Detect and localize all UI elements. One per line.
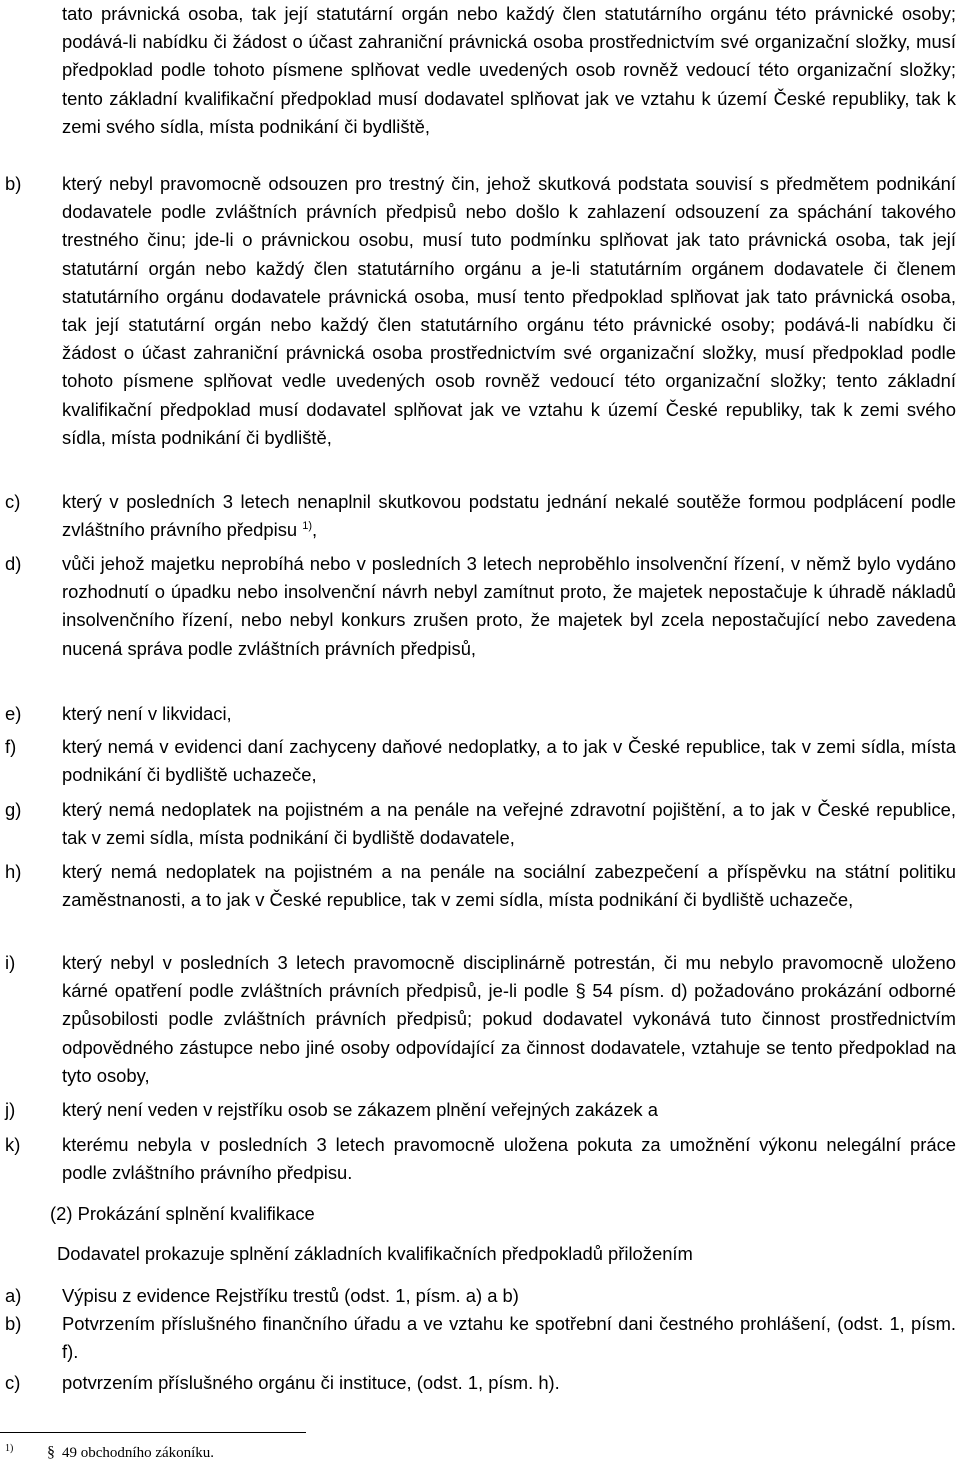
list-item-k [0, 1131, 956, 1187]
footnote-reference: 1) [302, 520, 313, 533]
list-label: b) [5, 1313, 22, 1334]
footnote-separator [0, 1432, 306, 1433]
list-label: e) [5, 703, 22, 724]
list-text: Potvrzením příslušného finančního úřadu a ve vztahu ke spotřební dani čestného prohlášení, (odst. 1, písm. f). [62, 1313, 956, 1363]
list-text-main: který v posledních 3 letech nenaplnil skutkovou podstatu jednání nekalé soutěže formou podplácení podle zvláštního právního předpisu [62, 491, 956, 541]
list-item-e [0, 700, 956, 728]
list-item-c [0, 488, 956, 544]
list-label: f) [5, 736, 17, 757]
footnote-mark: 1) [5, 1443, 14, 1454]
section-intro: Dodavatel prokazuje splnění základních kvalifikačních předpokladů přiložením [57, 1243, 693, 1264]
list-text [62, 488, 956, 544]
list-label: c) [5, 491, 21, 512]
list-label: k) [5, 1134, 21, 1155]
list-text: který nebyl pravomocně odsouzen pro trestný čin, jehož skutková podstata souvisí s předmětem podnikání dodavatele podle zvláštních právních předpisů nebo došlo k zahlazení odsouzení za spáchání takového trestného činu; jde-li o právnickou osobu, musí tuto podmínku splňovat jak tato právnická osoba, tak její statutární orgán nebo každý člen statutárního orgánu a je-li statutárním orgánem dodavatele či členem statutárního orgánu dodavatele právnická osoba, musí tento předpoklad splňovat jak tato právnická osoba, tak její statutární orgán nebo každý člen statutárního orgánu této právnické osoby; podává-li nabídku či žádost o účast zahraniční právnická osoba prostřednictvím své organizační složky, musí předpoklad podle tohoto písmene splňovat vedle uvedených osob rovněž vedoucí této organizační složky; tento základní kvalifikační předpoklad musí dodavatel splňovat jak ve vztahu k území České republiky, tak k zemi svého sídla, místa podnikání či bydliště, [62, 173, 956, 448]
list-label: j) [5, 1099, 16, 1120]
section-heading: (2) Prokázání splnění kvalifikace [50, 1203, 315, 1224]
list-label: a) [5, 1285, 22, 1306]
list-text: který není v likvidaci, [62, 703, 232, 724]
list-text: který nebyl v posledních 3 letech pravomocně disciplinárně potrestán, či mu nebylo pravomocně uloženo kárné opatření podle zvláštních právních předpisů, je-li podle § 54 písm. d) požadováno prokázání odborné způsobilosti podle zvláštních právních předpisů; pokud dodavatel vykonává tuto činnost prostřednictvím odpovědného zástupce nebo jiné osoby odpovídající za činnost dodavatele, vztahuje se tento předpoklad na tyto osoby, [62, 952, 956, 1086]
list-text: který nemá nedoplatek na pojistném a na penále na veřejné zdravotní pojištění, a to jak v České republice, tak v zemi sídla, místa podnikání či bydliště dodavatele, [62, 799, 956, 849]
list-label: d) [5, 553, 22, 574]
proof-item-a [0, 1282, 956, 1310]
list-text: kterému nebyla v posledních 3 letech pravomocně uložena pokuta za umožnění výkonu nelegální práce podle zvláštního právního předpisu. [62, 1134, 956, 1184]
list-text: vůči jehož majetku neprobíhá nebo v posledních 3 letech neproběhlo insolvenční řízení, v němž bylo vydáno rozhodnutí o úpadku nebo insolvenční návrh nebyl zamítnut proto, že majetek nepostačuje k úhradě nákladů insolvenčního řízení, nebo nebyl konkurs zrušen proto, že majetek byl zcela nepostačující nebo zavedena nucená správa podle zvláštních právních předpisů, [62, 553, 956, 659]
proof-item-c [0, 1369, 956, 1397]
list-text: potvrzením příslušného orgánu či instituce, (odst. 1, písm. h). [62, 1372, 560, 1393]
list-label: g) [5, 799, 22, 820]
list-item-d [0, 550, 956, 663]
list-item-i [0, 949, 956, 1090]
footnote-text: 49 obchodního zákoníku. [62, 1445, 215, 1461]
proof-item-b [0, 1310, 956, 1366]
list-item-f [0, 733, 956, 789]
list-text: který nemá v evidenci daní zachyceny daňové nedoplatky, a to jak v České republice, tak v zemi sídla, místa podnikání či bydliště uchazeče, [62, 736, 956, 786]
intro-paragraph: tato právnická osoba, tak její statutární orgán nebo každý člen statutárního orgánu této právnické osoby; podává-li nabídku či žádost o účast zahraniční právnická osoba prostřednictvím své organizační složky, musí předpoklad podle tohoto písmene splňovat vedle uvedených osob rovněž vedoucí této organizační složky; tento základní kvalifikační předpoklad musí dodavatel splňovat jak ve vztahu k území České republiky, tak k zemi svého sídla, místa podnikání či bydliště, [62, 3, 956, 137]
section-symbol: § [47, 1444, 55, 1461]
list-text: Výpisu z evidence Rejstříku trestů (odst. 1, písm. a) a b) [62, 1285, 519, 1306]
list-text-tail: , [312, 519, 318, 541]
list-item-g [0, 796, 956, 852]
list-label: i) [5, 952, 16, 973]
list-item-j [0, 1096, 956, 1124]
list-item-h [0, 858, 956, 914]
list-label: b) [5, 173, 22, 194]
list-text: který není veden v rejstříku osob se zákazem plnění veřejných zakázek a [62, 1099, 658, 1120]
list-label: h) [5, 861, 22, 882]
list-item-b [0, 170, 956, 452]
list-label: c) [5, 1372, 21, 1393]
list-text: který nemá nedoplatek na pojistném a na penále na sociální zabezpečení a příspěvku na státní politiku zaměstnanosti, a to jak v České republice, tak v zemi sídla, místa podnikání či bydliště uchazeče, [62, 861, 956, 911]
